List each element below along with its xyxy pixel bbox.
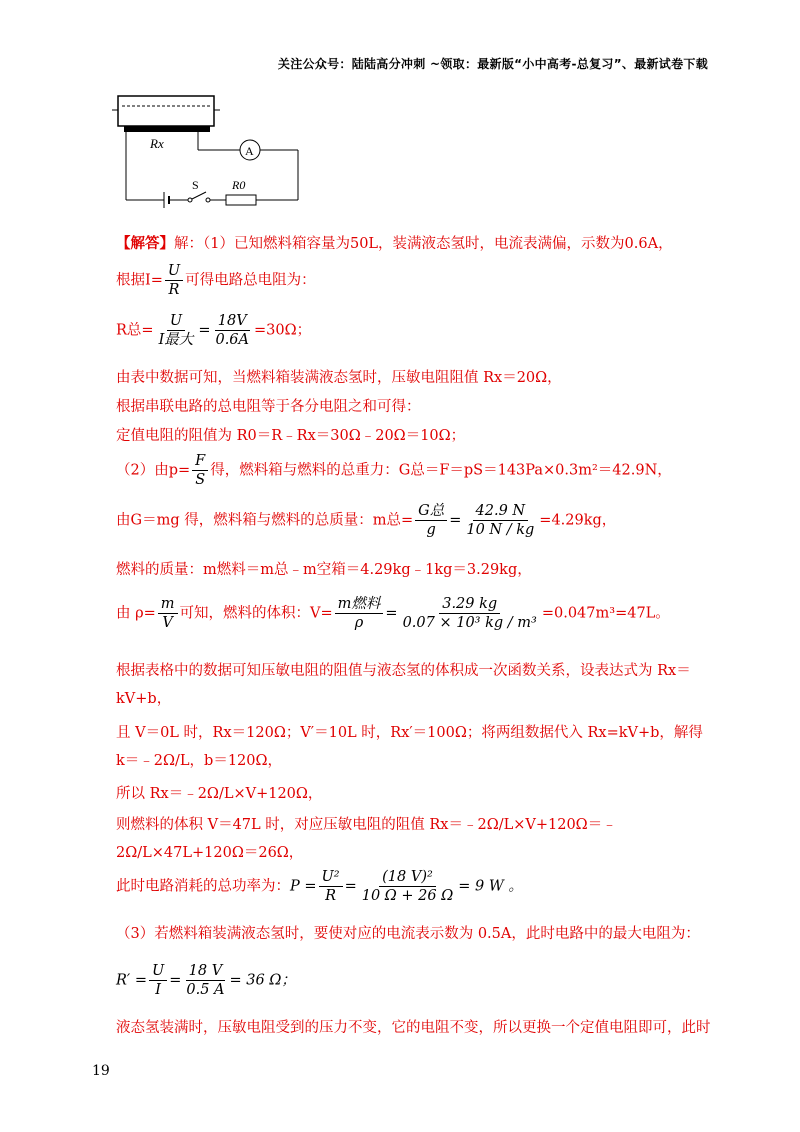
solution-line-15: 此时电路消耗的总功率为：P = $\frac{\text{U²}}{R}$ = $\frac{\text{(18 V)²}}{10 \Omega + 26 \Omega}$ = 9 W 。 — [116, 869, 523, 904]
solution-line-5: 根据串联电路的总电阻等于各分电阻之和可得： — [116, 399, 421, 415]
solution-line-4: 由表中数据可知，当燃料箱装满液态氢时，压敏电阻阻值 Rx＝20Ω， — [116, 370, 562, 386]
pressure-sensor — [124, 126, 210, 132]
fuel-tank — [118, 96, 214, 126]
page-number: 19 — [92, 1063, 110, 1079]
switch — [192, 192, 206, 199]
switch-label: S — [192, 178, 199, 192]
solution-line-11: 根据表格中的数据可知压敏电阻的阻值与液态氢的体积成一次函数关系，设表达式为 Rx＝kV+b， — [116, 663, 691, 707]
resistor-r0 — [226, 195, 256, 205]
solution-line-16: （3）若燃料箱装满液态氢时，要使对应的电流表示数为 0.5A，此时电路中的最大电阻为： — [116, 926, 700, 942]
solution-line-10: 由 ρ= $\frac{m}{V}$ 可知，燃料的体积：V= $\frac{\text{m燃料}}{\rho}$ = $\frac{3.29 kg}{\text{0.07 × 10³ kg / m³}}$ =0.047m³=47L。 — [116, 596, 670, 631]
page-header: 关注公众号：陆陆高分冲刺 ~领取：最新版“小中高考-总复习”、最新试卷下载 — [277, 57, 708, 71]
solution-line-17: R′ = $\frac{U}{I}$ = $\frac{18 V}{0.5 A}$ = 36 Ω； — [116, 963, 296, 998]
solution-line-12: 且 V＝0L 时，Rx＝120Ω；V′＝10L 时，Rx′＝100Ω；将两组数据代入 Rx=kV+b，解得 k＝﹣2Ω/L，b＝120Ω， — [116, 725, 703, 769]
r0-label: R0 — [232, 178, 246, 192]
solution-line-9: 燃料的质量：m燃料＝m总﹣m空箱＝4.29kg﹣1kg＝3.29kg， — [116, 562, 532, 578]
solution-line-18: 液态氢装满时，压敏电阻受到的压力不变，它的电阻不变，所以更换一个定值电阻即可，此时 — [116, 1020, 711, 1036]
solution-line-14: 则燃料的体积 V＝47L 时，对应压敏电阻的阻值 Rx＝﹣2Ω/L×V+120Ω＝﹣2Ω/L×47L+120Ω＝26Ω， — [116, 817, 617, 861]
solution-line-7: （2）由p= $\frac{F}{S}$ 得，燃料箱与燃料的总重力：G总＝F＝pS＝143Pa×0.3m²＝42.9N， — [116, 453, 672, 488]
solution-line-6: 定值电阻的阻值为 R0＝R﹣Rx＝30Ω﹣20Ω＝10Ω； — [116, 428, 466, 444]
answer-tag: 【解答】 — [116, 235, 174, 252]
rx-label: Rx — [150, 136, 164, 151]
solution-line-8: 由G＝mg 得，燃料箱与燃料的总质量：m总= $\frac{\text{G总}}{g}$ = $\frac{42.9 N}{10 N / kg}$ =4.29kg， — [116, 503, 617, 538]
solution-line-2: 根据I= $\frac{U}{R}$ 可得电路总电阻为： — [116, 263, 316, 298]
ammeter-label: A — [245, 144, 254, 158]
solution-line-1: 【解答】解：（1）已知燃料箱容量为50L，装满液态氢时，电流表满偏，示数为0.6A， — [116, 235, 673, 252]
solution-line-3: R总= $\frac{U}{\text{I最大}}$ = $\frac{18V}{0.6A}$ =30Ω； — [116, 313, 312, 348]
solution-line-13: 所以 Rx＝﹣2Ω/L×V+120Ω， — [116, 786, 323, 802]
circuit-diagram — [112, 92, 312, 212]
